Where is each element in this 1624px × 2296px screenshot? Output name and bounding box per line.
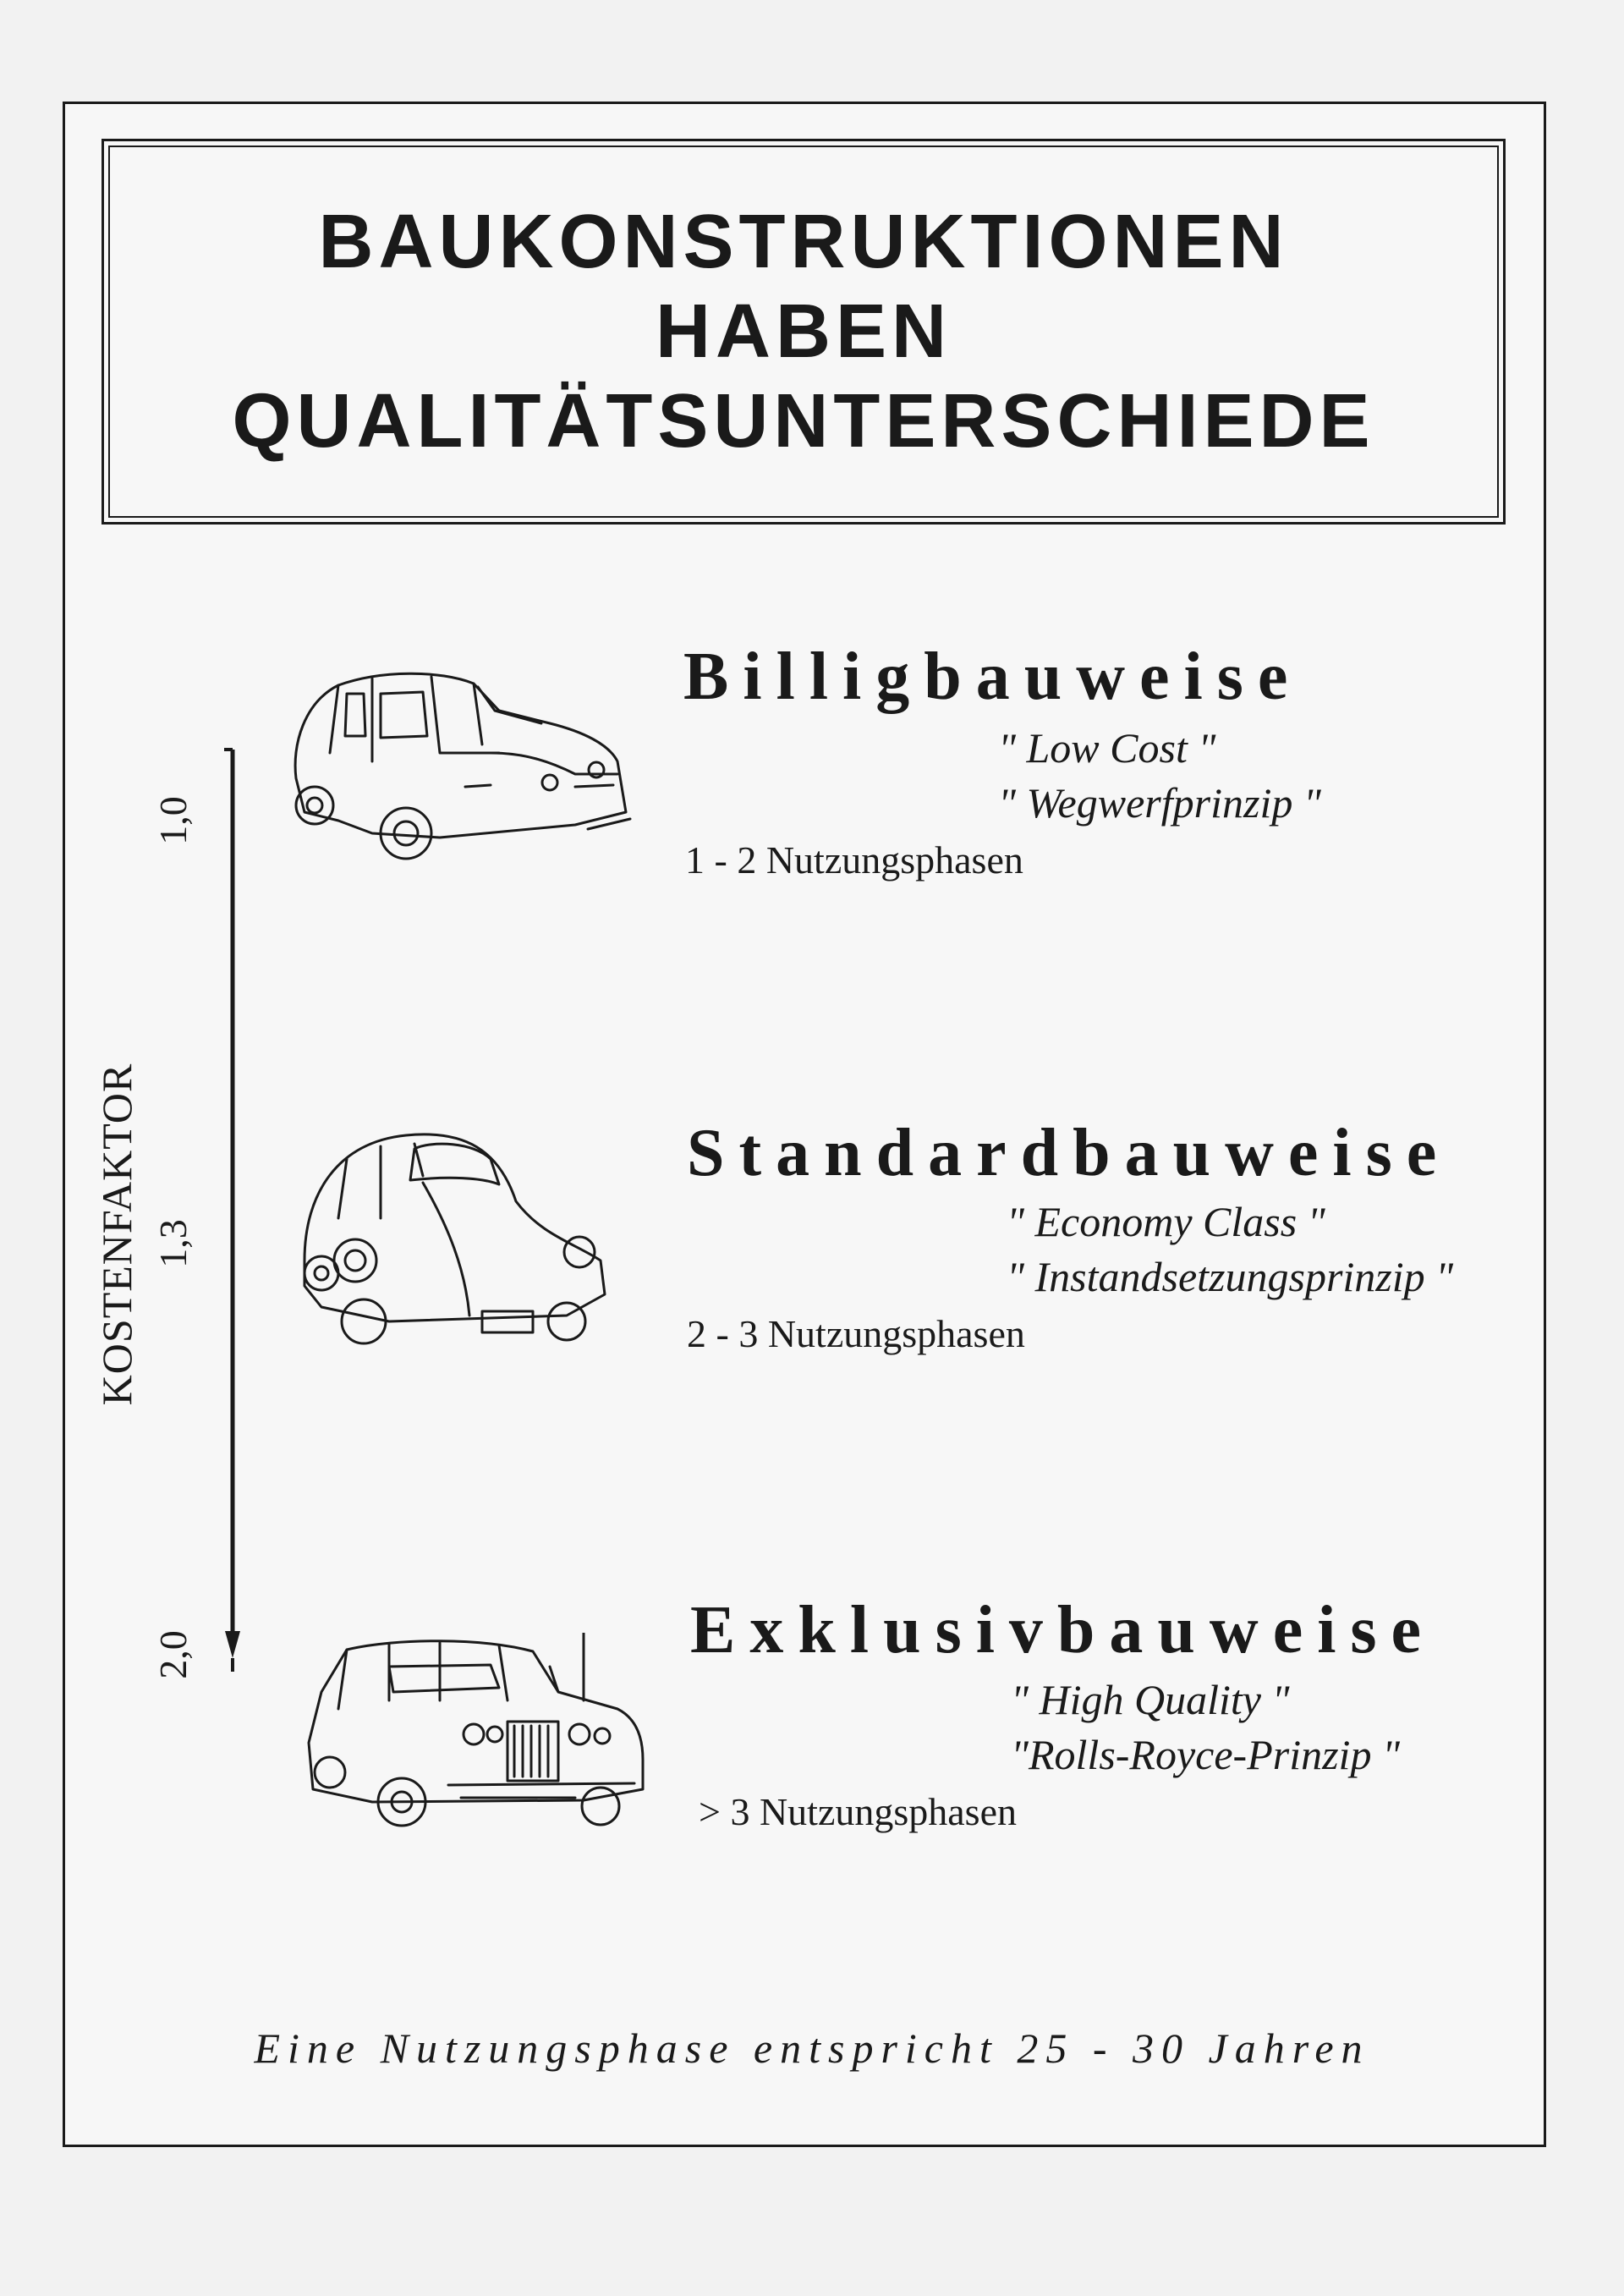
vw-beetle-icon <box>288 1125 617 1362</box>
category-heading-2: Standardbauweise <box>687 1116 1451 1190</box>
category-phases-1: 1 - 2 Nutzungsphasen <box>685 838 1023 882</box>
title-box <box>102 139 1506 525</box>
category-quote-2b: " Instandsetzungsprinzip " <box>1007 1253 1454 1300</box>
category-heading-3: Exklusivbauweise <box>690 1593 1436 1667</box>
category-quote-1a: " Low Cost " <box>998 724 1216 772</box>
category-quote-3b: "Rolls-Royce-Prinzip " <box>1011 1731 1400 1778</box>
footer-note: Eine Nutzungsphase entspricht 25 - 30 Jahren <box>254 2024 1370 2072</box>
category-phases-3: > 3 Nutzungsphasen <box>699 1790 1017 1833</box>
category-heading-1: Billigbauweise <box>683 640 1303 714</box>
category-phases-2: 2 - 3 Nutzungsphasen <box>687 1312 1025 1355</box>
category-quote-3a: " High Quality " <box>1011 1676 1290 1723</box>
axis-level-2: 1,3 <box>151 1219 195 1268</box>
category-quote-2a: " Economy Class " <box>1007 1198 1325 1245</box>
cost-axis-arrow <box>220 744 245 1675</box>
rolls-royce-icon <box>296 1633 651 1836</box>
axis-level-3: 2,0 <box>151 1630 195 1679</box>
title-line-1: BAUKONSTRUKTIONEN <box>318 200 1289 284</box>
axis-level-1: 1,0 <box>151 796 195 845</box>
axis-title: KOSTENFAKTOR <box>93 1063 140 1406</box>
title-line-2: HABEN <box>655 289 952 374</box>
citroen-2cv-icon <box>271 660 643 880</box>
category-quote-1b: " Wegwerfprinzip " <box>998 779 1321 827</box>
title-line-3: QUALITÄTSUNTERSCHIEDE <box>232 379 1375 464</box>
